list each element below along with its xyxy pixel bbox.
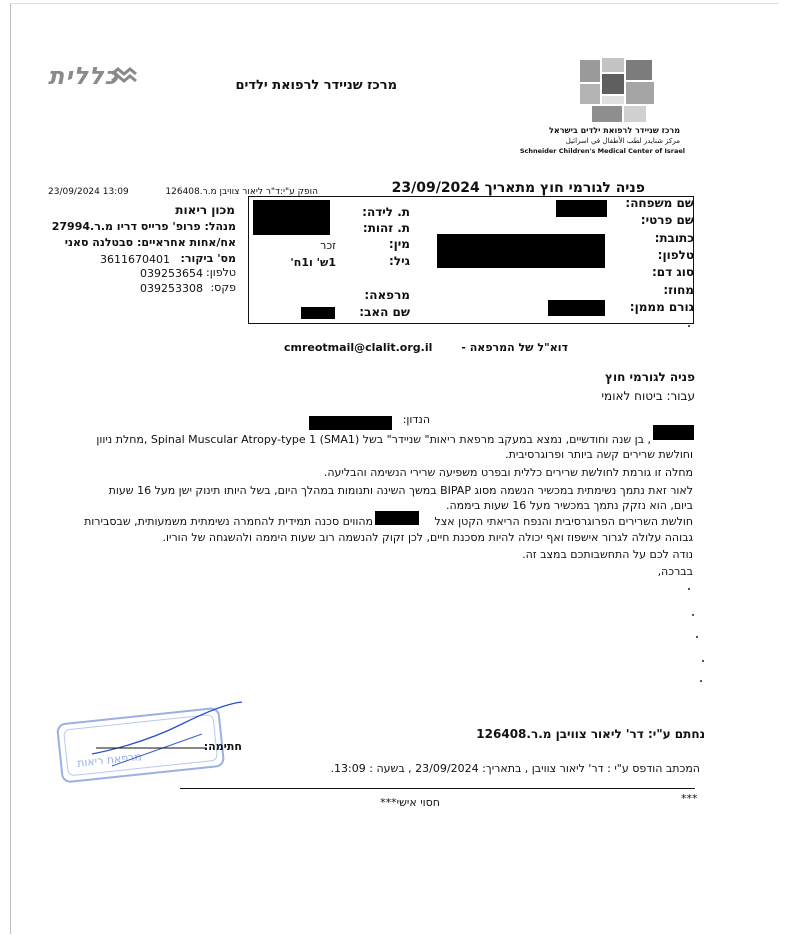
last-name-label: שם משפחה: bbox=[625, 196, 694, 210]
birth-date-label: ת. לידה: bbox=[362, 205, 410, 219]
footer-stars: *** bbox=[681, 792, 698, 805]
redaction-subject-name bbox=[309, 416, 392, 430]
clinic-phone: 039253654 bbox=[140, 267, 203, 280]
signed-by: נחתם ע"י: דר' ליאור צוויבן מ.ר.126408 bbox=[476, 727, 705, 741]
letter-subject: פניה לגורמי חוץ bbox=[605, 370, 695, 384]
scan-dot bbox=[700, 680, 702, 682]
clinic-fax-label: פקס: bbox=[210, 281, 236, 294]
letter-line-8: נודה לכם על התחשבותכם במצב זה. bbox=[522, 548, 693, 561]
age-label: גיל: bbox=[389, 254, 410, 268]
redaction-address bbox=[437, 234, 605, 268]
printed-underline bbox=[180, 788, 695, 789]
district-label: מחוז: bbox=[663, 283, 694, 297]
redaction-patient-name-2 bbox=[375, 511, 419, 525]
clinic-field-label: מרפאה: bbox=[364, 288, 410, 302]
clinic-fax: 039253308 bbox=[140, 282, 203, 295]
letter-line-6: חולשת השרירים הפרוגרסיבית והנפח הריאתי הקטן אצל bbox=[434, 515, 693, 528]
letter-line-5: ביום, הוא נזקק נתמך במכשיר מעל 16 שעות ביממה. bbox=[445, 499, 693, 512]
logo-arabic: مركز شنايدر لطب الأطفال في اسرائيل bbox=[565, 137, 680, 145]
letter-recipient: עבור: ביטוח לאומי bbox=[601, 389, 695, 403]
scan-dot bbox=[688, 588, 690, 590]
visit-label: מס' ביקור: bbox=[180, 252, 236, 265]
sign-label: חתימה: bbox=[203, 740, 242, 753]
clinic-email-label: דוא"ל של המרפאה - bbox=[461, 341, 568, 354]
print-datetime: 23/09/2024 13:09 bbox=[48, 187, 129, 197]
redaction-payer bbox=[548, 300, 605, 316]
clinic-name: מכון ריאות bbox=[175, 203, 235, 217]
redaction-last-name bbox=[556, 200, 607, 217]
age-value: 1ש' ו1ח' bbox=[290, 256, 336, 269]
redaction-birth-id bbox=[253, 200, 330, 235]
father-name-label: שם האב: bbox=[359, 305, 410, 319]
patient-phone-label: טלפון: bbox=[657, 248, 694, 262]
clinic-nurse: אח/אחות אחראיים: סבטלנה סאני bbox=[64, 236, 236, 249]
print-issuer: הופק ע"י:ד"ר ליאור צוויבן מ.ר.126408 bbox=[165, 187, 318, 197]
letter-closing: בברכה, bbox=[657, 565, 693, 578]
printed-by: המכתב הודפס ע"י : דר' ליאור צוויבן , בתאריך: 23/09/2024 , בשעה : 13:09. bbox=[330, 762, 700, 775]
letter-line-6b: מהווים סכנה תמידית להחמרה נשימתית משמעותית, שבסבירות bbox=[84, 515, 373, 528]
visit-number: 3611670401 bbox=[100, 253, 170, 266]
clalit-logo-text: כללית bbox=[48, 62, 120, 90]
sex-label: מין: bbox=[388, 237, 410, 251]
letter-line-3: מחלה זו גורמת לחולשת שרירים כללית ובפרט משפיעה שרירי הנשימה והבליעה. bbox=[323, 466, 693, 479]
address-label: כתובת: bbox=[654, 231, 694, 245]
scan-dot bbox=[696, 636, 698, 638]
scan-dot bbox=[702, 660, 704, 662]
logo-english: Schneider Children's Medical Center of Israel bbox=[519, 147, 685, 155]
redaction-patient-name bbox=[653, 425, 694, 440]
blood-type-label: סוג דם: bbox=[651, 265, 694, 279]
letter-line-4: לאור זאת נתמך נשימתית במכשיר הנשמה מסוג BIPAP במשך השינה ותנומות במהלך היום, בשל היותו תינוק ישן מעל 16 שעות bbox=[108, 484, 693, 497]
clinic-director: מנהל: פרופ' פרייס דריו מ.ר.27994 bbox=[51, 220, 236, 233]
scan-dot bbox=[692, 614, 694, 616]
clalit-logo bbox=[48, 62, 148, 92]
letter-line-1: , בן שנה וחודשיים, נמצא במעקב מרפאת ריאות" שניידר" בשל (Spinal Muscular Atropy-type 1 (SMA1 ,מחלת ניוון bbox=[96, 433, 651, 446]
clinic-email[interactable]: cmreotmail@clalit.org.il bbox=[284, 341, 433, 354]
letter-line-2: וחולשת שרירים קשה ביותר ופרוגרסיבית. bbox=[505, 448, 693, 461]
stamp-text: מרפאת ריאות bbox=[76, 750, 143, 770]
scan-dot bbox=[688, 325, 690, 327]
schneider-logo-icon bbox=[578, 58, 656, 124]
center-title: מרכז שניידר לרפואת ילדים bbox=[235, 78, 397, 93]
first-name-label: שם פרטי: bbox=[640, 213, 694, 227]
confidential-note: חסוי אישי*** bbox=[380, 796, 440, 809]
logo-hebrew: מרכז שניידר לרפואת ילדים בישראל bbox=[549, 126, 680, 135]
sex-value: זכר bbox=[320, 239, 336, 252]
form-title: פניה לגורמי חוץ מתאריך 23/09/2024 bbox=[391, 180, 645, 196]
payer-label: גורם מממן: bbox=[629, 300, 694, 314]
id-label: ת. זהות: bbox=[362, 221, 410, 235]
clalit-symbol-icon bbox=[110, 66, 138, 88]
clinic-phone-label: טלפון: bbox=[206, 266, 236, 279]
re-label: הנדון: bbox=[402, 413, 430, 426]
redaction-father-name bbox=[301, 307, 335, 319]
letter-line-7: גבוהה עלולה לגרור אישפוז ואף יכולה להיות מסכנת חיים, לכן זקוק להנשמה רוב שעות היממה ולהשגחה של הוריו. bbox=[162, 531, 693, 544]
